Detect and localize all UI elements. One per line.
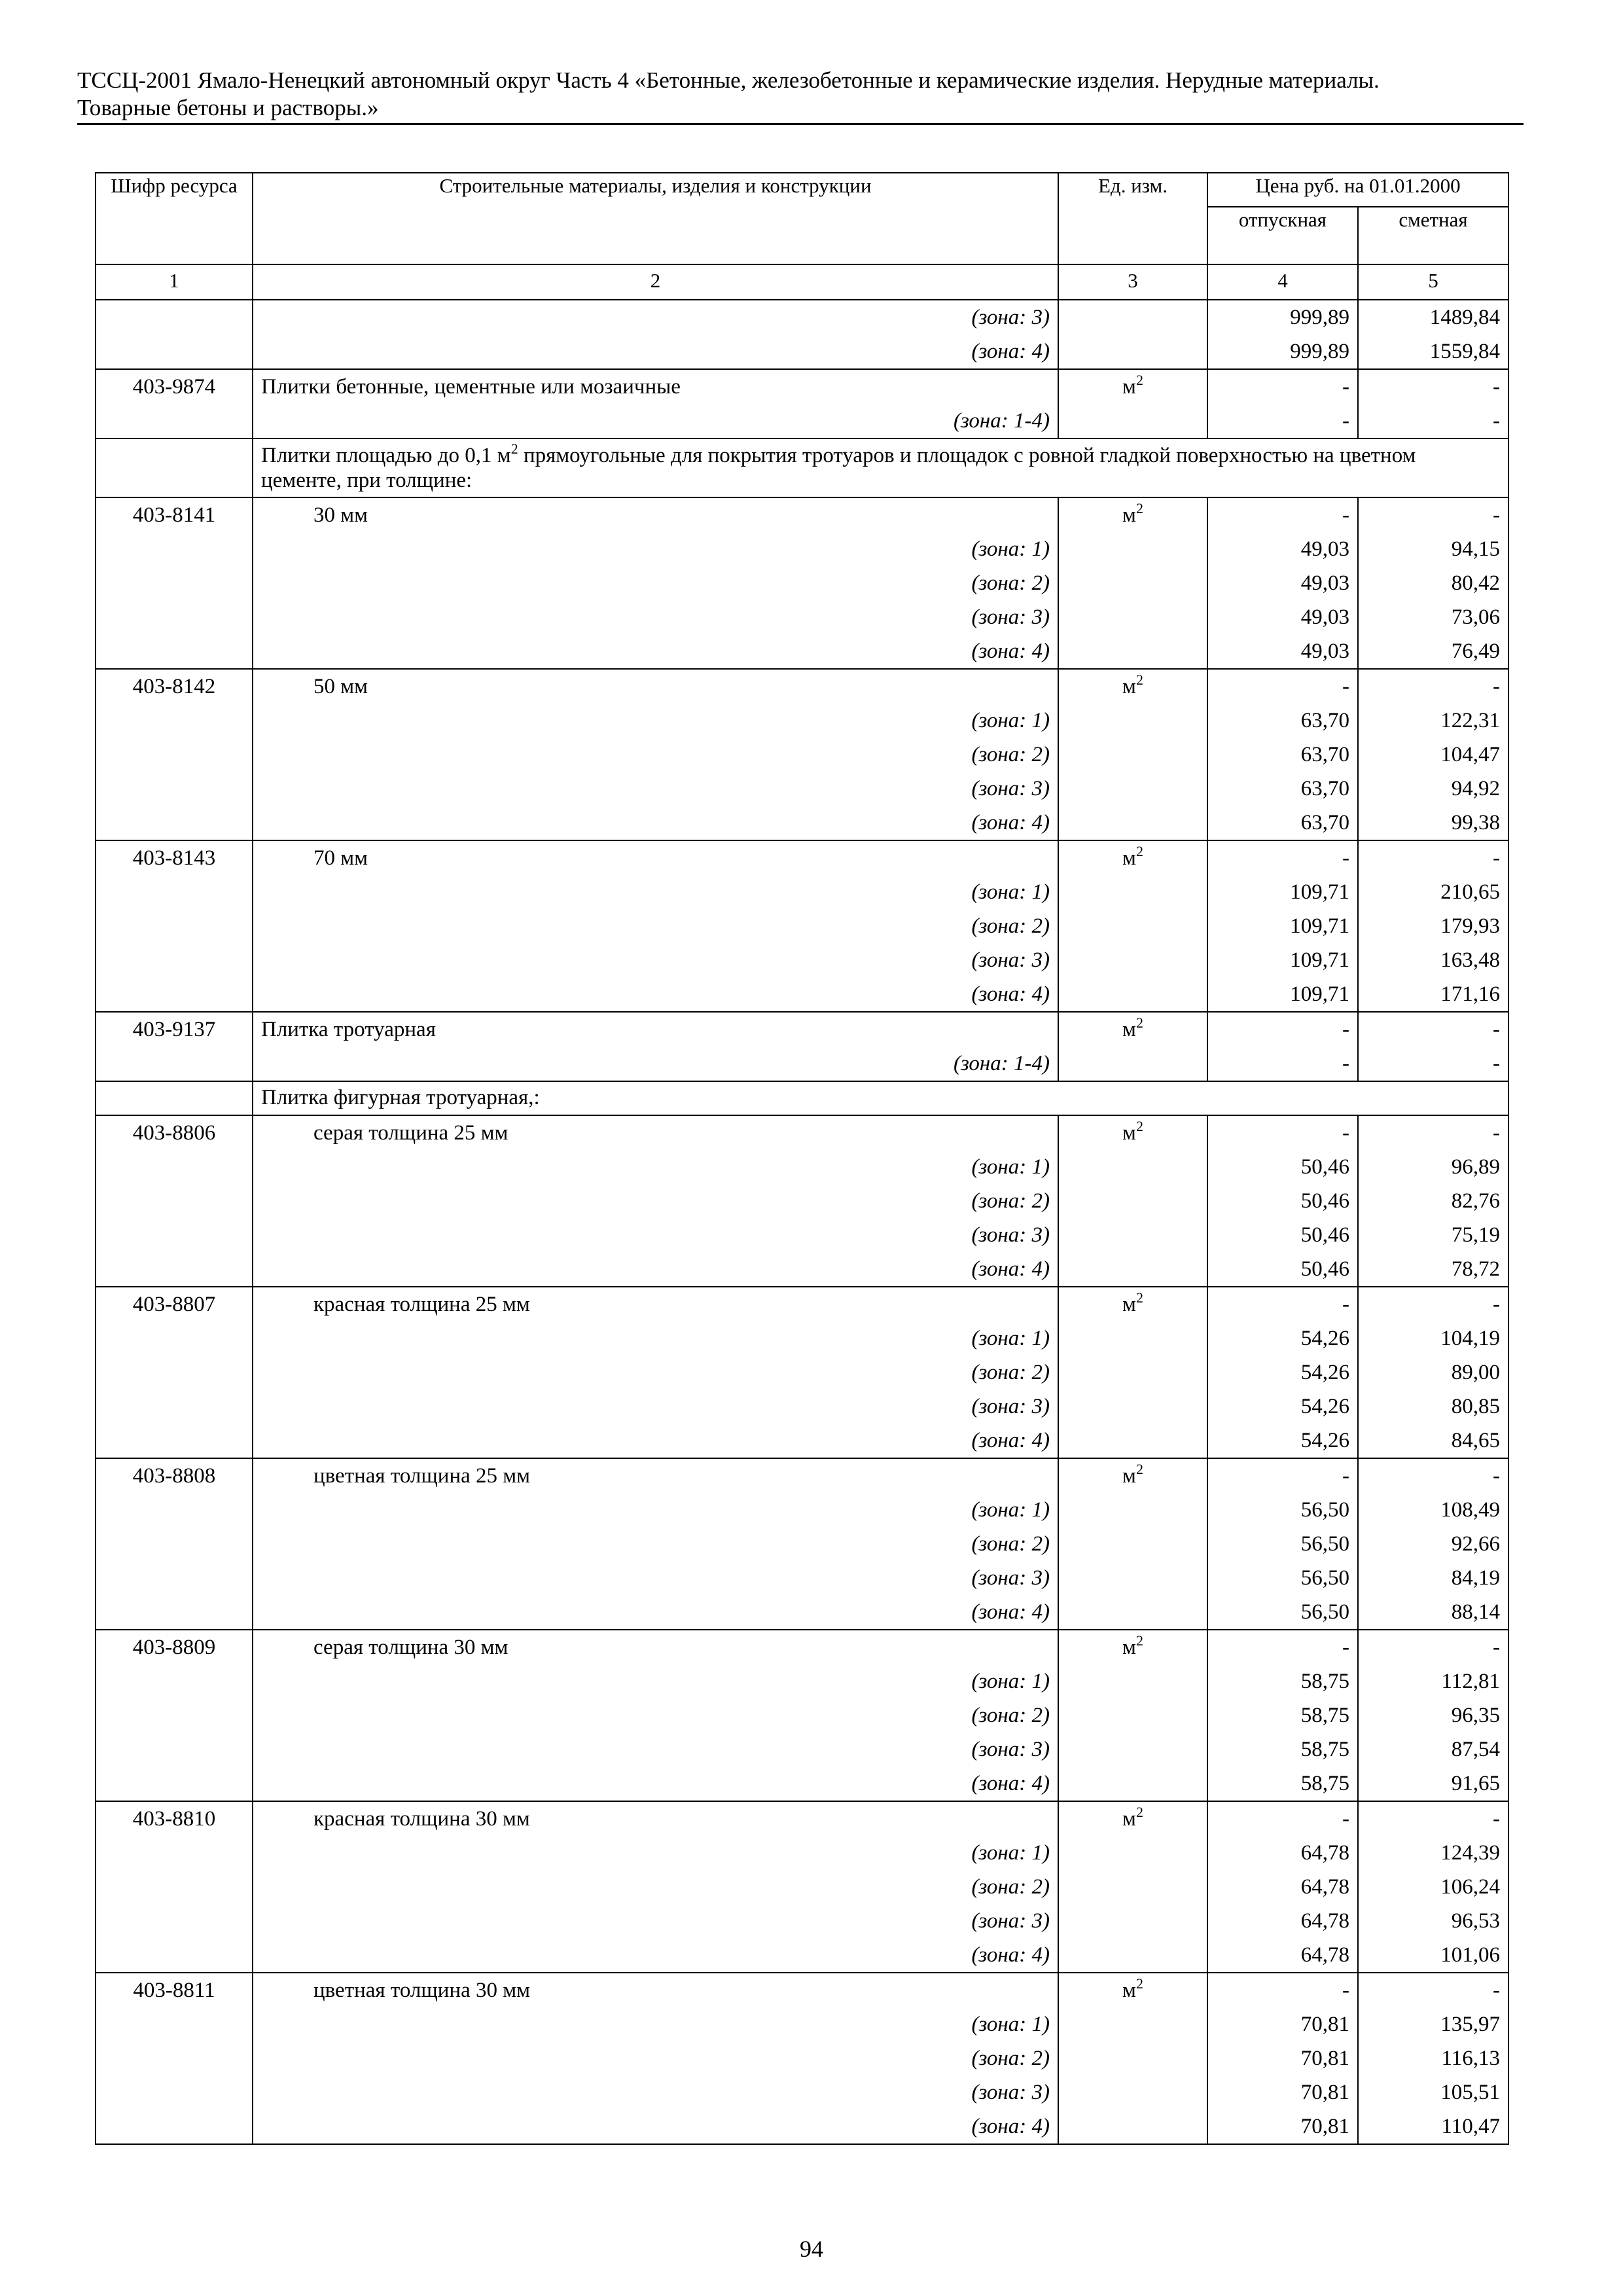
- resource-code: 403-8142: [96, 669, 253, 704]
- estimate-price: 91,65: [1358, 1767, 1508, 1801]
- unit-exponent: 2: [1135, 372, 1143, 388]
- estimate-price: 94,92: [1358, 772, 1508, 806]
- unit-cell: [1058, 369, 1207, 404]
- estimate-price: 105,51: [1358, 2075, 1508, 2109]
- item-name: 30 мм: [253, 497, 1058, 532]
- zone-label: (зона: 4): [253, 1938, 1058, 1973]
- estimate-price: 84,19: [1358, 1561, 1508, 1595]
- header-line-1: ТССЦ-2001 Ямало-Ненецкий автономный округ Часть 4 «Бетонные, железобетонные и керамические изделия. Нерудные материалы.: [77, 67, 1380, 93]
- estimate-price: 108,49: [1358, 1493, 1508, 1527]
- header-rule: [77, 123, 1524, 125]
- zone-label: (зона: 1): [253, 1664, 1058, 1698]
- table-row: [96, 2041, 1508, 2075]
- release-price: 63,70: [1207, 772, 1358, 806]
- release-price: 999,89: [1207, 334, 1358, 369]
- col-code-header: Шифр ресурса: [96, 173, 253, 264]
- table-row: [96, 497, 1508, 532]
- zone-label: (зона: 2): [253, 2041, 1058, 2075]
- zone-label: (зона: 4): [253, 2109, 1058, 2144]
- unit-label: м: [1122, 675, 1136, 698]
- table-row: [96, 1047, 1508, 1081]
- unit-label: м: [1122, 375, 1136, 399]
- estimate-price: 94,15: [1358, 532, 1508, 566]
- zone-label: (зона: 1): [253, 1493, 1058, 1527]
- zone-label: (зона: 2): [253, 738, 1058, 772]
- resource-code: 403-8810: [96, 1801, 253, 1836]
- zone-label: (зона: 4): [253, 977, 1058, 1012]
- release-price: 109,71: [1207, 909, 1358, 943]
- release-price: 56,50: [1207, 1595, 1358, 1630]
- zone-label: (зона: 3): [253, 1561, 1058, 1595]
- unit-exponent: 2: [1135, 1804, 1143, 1820]
- table-row: [96, 1767, 1508, 1801]
- zone-label: (зона: 1-4): [253, 1047, 1058, 1081]
- column-number: 5: [1358, 264, 1508, 300]
- zone-label: (зона: 2): [253, 1527, 1058, 1561]
- unit-cell: [1058, 1458, 1207, 1493]
- estimate-price: 87,54: [1358, 1732, 1508, 1767]
- estimate-price: -: [1358, 1801, 1508, 1836]
- table-row: [96, 369, 1508, 404]
- zone-label: (зона: 2): [253, 566, 1058, 600]
- unit-cell: [1058, 840, 1207, 875]
- estimate-price: -: [1358, 1012, 1508, 1047]
- release-price: 58,75: [1207, 1664, 1358, 1698]
- table-row: [96, 909, 1508, 943]
- unit-cell: [1058, 1287, 1207, 1321]
- zone-label: (зона: 1): [253, 2007, 1058, 2041]
- release-price: 56,50: [1207, 1493, 1358, 1527]
- unit-exponent: 2: [1135, 843, 1143, 859]
- estimate-price: 75,19: [1358, 1218, 1508, 1252]
- estimate-price: -: [1358, 497, 1508, 532]
- resource-code: 403-8811: [96, 1973, 253, 2007]
- release-price: -: [1207, 1630, 1358, 1664]
- table-row: [96, 669, 1508, 704]
- unit-label: м: [1122, 1636, 1136, 1659]
- release-price: 58,75: [1207, 1732, 1358, 1767]
- release-price: -: [1207, 1801, 1358, 1836]
- estimate-price: 96,53: [1358, 1904, 1508, 1938]
- estimate-price: -: [1358, 669, 1508, 704]
- unit-label: м: [1122, 1464, 1136, 1488]
- item-name: 50 мм: [253, 669, 1058, 704]
- table-row: [96, 772, 1508, 806]
- estimate-price: -: [1358, 1047, 1508, 1081]
- table-row: [96, 1664, 1508, 1698]
- estimate-price: 99,38: [1358, 806, 1508, 840]
- table-row: [96, 1698, 1508, 1732]
- table-row: [96, 1390, 1508, 1424]
- estimate-price: 89,00: [1358, 1355, 1508, 1390]
- table-row: [96, 1458, 1508, 1493]
- release-price: 50,46: [1207, 1252, 1358, 1287]
- zone-label: (зона: 3): [253, 2075, 1058, 2109]
- release-price: 109,71: [1207, 875, 1358, 909]
- estimate-price: -: [1358, 1630, 1508, 1664]
- zone-label: (зона: 2): [253, 1698, 1058, 1732]
- table-row: [96, 943, 1508, 977]
- unit-exponent: 2: [1135, 672, 1143, 688]
- estimate-price: 1559,84: [1358, 334, 1508, 369]
- resource-code: 403-8807: [96, 1287, 253, 1321]
- table-row: [96, 1561, 1508, 1595]
- unit-label: м: [1122, 846, 1136, 870]
- unit-cell: [1058, 669, 1207, 704]
- estimate-price: 88,14: [1358, 1595, 1508, 1630]
- item-name: Плитки бетонные, цементные или мозаичные: [253, 369, 1058, 404]
- release-price: 70,81: [1207, 2007, 1358, 2041]
- table-row: [96, 875, 1508, 909]
- release-price: 54,26: [1207, 1355, 1358, 1390]
- estimate-price: 96,89: [1358, 1150, 1508, 1184]
- estimate-price: -: [1358, 1973, 1508, 2007]
- estimate-price: -: [1358, 1287, 1508, 1321]
- zone-label: (зона: 1): [253, 1836, 1058, 1870]
- table-row: [96, 532, 1508, 566]
- zone-label: (зона: 4): [253, 1252, 1058, 1287]
- zone-label: (зона: 1-4): [253, 404, 1058, 439]
- zone-label: (зона: 2): [253, 1355, 1058, 1390]
- resource-code: 403-8143: [96, 840, 253, 875]
- release-price: -: [1207, 1287, 1358, 1321]
- unit-label: м: [1122, 1121, 1136, 1145]
- unit-label: м: [1122, 1979, 1136, 2002]
- unit-exponent: 2: [1135, 1118, 1143, 1134]
- table-row: [96, 840, 1508, 875]
- estimate-price: 84,65: [1358, 1424, 1508, 1458]
- zone-label: (зона: 3): [253, 600, 1058, 634]
- page-header: [77, 67, 1524, 122]
- release-price: 109,71: [1207, 977, 1358, 1012]
- resource-code: 403-8141: [96, 497, 253, 532]
- release-price: 63,70: [1207, 704, 1358, 738]
- release-price: 63,70: [1207, 806, 1358, 840]
- unit-cell: [1058, 1012, 1207, 1047]
- estimate-price: 80,85: [1358, 1390, 1508, 1424]
- table-row: [96, 1424, 1508, 1458]
- zone-label: (зона: 1): [253, 1321, 1058, 1355]
- table-row: [96, 2075, 1508, 2109]
- table-row: [96, 738, 1508, 772]
- zone-label: (зона: 4): [253, 334, 1058, 369]
- estimate-price: 1489,84: [1358, 300, 1508, 334]
- table-row: [96, 1732, 1508, 1767]
- table-row: [96, 1836, 1508, 1870]
- release-price: 64,78: [1207, 1870, 1358, 1904]
- table-row: [96, 300, 1508, 334]
- column-number: 1: [96, 264, 253, 300]
- section-heading-row: [96, 1081, 1508, 1115]
- release-price: -: [1207, 840, 1358, 875]
- unit-label: м: [1122, 503, 1136, 527]
- table-row: [96, 1870, 1508, 1904]
- release-price: -: [1207, 369, 1358, 404]
- zone-label: (зона: 1): [253, 1150, 1058, 1184]
- zone-label: (зона: 4): [253, 1595, 1058, 1630]
- section-heading: Плитки площадью до 0,1 $м^2$ прямоугольные для покрытия тротуаров и площадок с ровной гладкой поверхностью на цветном цементе, при толщине:: [253, 439, 1508, 497]
- column-number: 2: [253, 264, 1058, 300]
- release-price: 49,03: [1207, 634, 1358, 669]
- zone-label: (зона: 2): [253, 909, 1058, 943]
- release-price: 64,78: [1207, 1836, 1358, 1870]
- estimate-price: 179,93: [1358, 909, 1508, 943]
- release-price: 64,78: [1207, 1938, 1358, 1973]
- release-price: 64,78: [1207, 1904, 1358, 1938]
- column-number: 4: [1207, 264, 1358, 300]
- zone-label: (зона: 2): [253, 1870, 1058, 1904]
- item-name: Плитка тротуарная: [253, 1012, 1058, 1047]
- item-name: 70 мм: [253, 840, 1058, 875]
- table-row: [96, 1973, 1508, 2007]
- item-name: серая толщина 25 мм: [253, 1115, 1058, 1150]
- estimate-price: 104,19: [1358, 1321, 1508, 1355]
- table-row: [96, 1218, 1508, 1252]
- table-row: [96, 1630, 1508, 1664]
- release-price: 999,89: [1207, 300, 1358, 334]
- col-name-header: Строительные материалы, изделия и конструкции: [253, 173, 1058, 264]
- estimate-price: 122,31: [1358, 704, 1508, 738]
- release-price: 49,03: [1207, 600, 1358, 634]
- unit-cell: [1058, 497, 1207, 532]
- estimate-price: -: [1358, 1115, 1508, 1150]
- release-price: 63,70: [1207, 738, 1358, 772]
- unit-cell: [1058, 1115, 1207, 1150]
- release-price: 56,50: [1207, 1561, 1358, 1595]
- estimate-price: 110,47: [1358, 2109, 1508, 2144]
- release-price: -: [1207, 669, 1358, 704]
- item-name: красная толщина 25 мм: [253, 1287, 1058, 1321]
- table-row: [96, 334, 1508, 369]
- table-row: [96, 1904, 1508, 1938]
- table-row: [96, 1595, 1508, 1630]
- table-row: [96, 1493, 1508, 1527]
- table-row: [96, 1287, 1508, 1321]
- table-row: [96, 1938, 1508, 1973]
- release-price: 70,81: [1207, 2075, 1358, 2109]
- estimate-price: 106,24: [1358, 1870, 1508, 1904]
- table-row: [96, 1184, 1508, 1218]
- unit-exponent: 2: [1135, 1975, 1143, 1992]
- zone-label: (зона: 3): [253, 1218, 1058, 1252]
- unit-cell: [1058, 1973, 1207, 2007]
- unit-exponent: 2: [1135, 1289, 1143, 1306]
- release-price: 70,81: [1207, 2109, 1358, 2144]
- table-row: [96, 1355, 1508, 1390]
- release-price: -: [1207, 1012, 1358, 1047]
- zone-label: (зона: 3): [253, 1904, 1058, 1938]
- release-price: 58,75: [1207, 1698, 1358, 1732]
- release-price: 49,03: [1207, 532, 1358, 566]
- header-line-2: Товарные бетоны и растворы.»: [77, 95, 379, 120]
- col-estimate-header: сметная: [1358, 207, 1508, 264]
- resource-code: 403-8809: [96, 1630, 253, 1664]
- estimate-price: 171,16: [1358, 977, 1508, 1012]
- zone-label: (зона: 4): [253, 1424, 1058, 1458]
- release-price: 50,46: [1207, 1150, 1358, 1184]
- zone-label: (зона: 1): [253, 875, 1058, 909]
- unit-label: м: [1122, 1807, 1136, 1831]
- unit-exponent: 2: [1135, 1014, 1143, 1031]
- estimate-price: 116,13: [1358, 2041, 1508, 2075]
- table-row: [96, 2109, 1508, 2144]
- item-name: цветная толщина 30 мм: [253, 1973, 1058, 2007]
- estimate-price: -: [1358, 1458, 1508, 1493]
- estimate-price: -: [1358, 369, 1508, 404]
- estimate-price: -: [1358, 840, 1508, 875]
- release-price: 49,03: [1207, 566, 1358, 600]
- zone-label: (зона: 2): [253, 1184, 1058, 1218]
- estimate-price: 210,65: [1358, 875, 1508, 909]
- table-row: [96, 634, 1508, 669]
- table-row: [96, 1801, 1508, 1836]
- estimate-price: 101,06: [1358, 1938, 1508, 1973]
- col-price-header: Цена руб. на 01.01.2000: [1207, 173, 1508, 207]
- estimate-price: 104,47: [1358, 738, 1508, 772]
- estimate-price: 135,97: [1358, 2007, 1508, 2041]
- zone-label: (зона: 3): [253, 943, 1058, 977]
- release-price: -: [1207, 1047, 1358, 1081]
- resource-code: 403-9874: [96, 369, 253, 404]
- unit-cell: [1058, 1630, 1207, 1664]
- unit-exponent: 2: [1135, 1632, 1143, 1649]
- estimate-price: 92,66: [1358, 1527, 1508, 1561]
- table-row: [96, 977, 1508, 1012]
- table-row: [96, 1150, 1508, 1184]
- zone-label: (зона: 4): [253, 634, 1058, 669]
- estimate-price: 163,48: [1358, 943, 1508, 977]
- release-price: 50,46: [1207, 1184, 1358, 1218]
- release-price: 54,26: [1207, 1424, 1358, 1458]
- estimate-price: 80,42: [1358, 566, 1508, 600]
- unit-exponent: 2: [1135, 500, 1143, 516]
- estimate-price: 96,35: [1358, 1698, 1508, 1732]
- table-body: [96, 300, 1508, 2144]
- price-table: [95, 172, 1509, 2145]
- estimate-price: 76,49: [1358, 634, 1508, 669]
- table-row: [96, 806, 1508, 840]
- table-row: [96, 1252, 1508, 1287]
- zone-label: (зона: 1): [253, 704, 1058, 738]
- release-price: 58,75: [1207, 1767, 1358, 1801]
- zone-label: (зона: 3): [253, 300, 1058, 334]
- zone-label: (зона: 3): [253, 1732, 1058, 1767]
- table-head: [96, 173, 1508, 300]
- col-unit-header: Ед. изм.: [1058, 173, 1207, 264]
- table-row: [96, 2007, 1508, 2041]
- resource-code: 403-8806: [96, 1115, 253, 1150]
- page-number: 94: [800, 2236, 823, 2262]
- zone-label: (зона: 4): [253, 1767, 1058, 1801]
- table-row: [96, 1115, 1508, 1150]
- estimate-price: 78,72: [1358, 1252, 1508, 1287]
- table-row: [96, 1527, 1508, 1561]
- release-price: -: [1207, 1458, 1358, 1493]
- unit-label: м: [1122, 1018, 1136, 1041]
- resource-code: 403-8808: [96, 1458, 253, 1493]
- item-name: красная толщина 30 мм: [253, 1801, 1058, 1836]
- release-price: 56,50: [1207, 1527, 1358, 1561]
- table-row: [96, 600, 1508, 634]
- table-row: [96, 404, 1508, 439]
- section-heading: Плитка фигурная тротуарная,:: [253, 1081, 1508, 1115]
- zone-label: (зона: 4): [253, 806, 1058, 840]
- table-row: [96, 1012, 1508, 1047]
- unit-label: м: [1122, 1293, 1136, 1316]
- unit-cell: [1058, 1801, 1207, 1836]
- table-row: [96, 566, 1508, 600]
- zone-label: (зона: 1): [253, 532, 1058, 566]
- release-price: -: [1207, 497, 1358, 532]
- release-price: 109,71: [1207, 943, 1358, 977]
- resource-code: 403-9137: [96, 1012, 253, 1047]
- section-heading-row: [96, 439, 1508, 497]
- release-price: 54,26: [1207, 1390, 1358, 1424]
- zone-label: (зона: 3): [253, 772, 1058, 806]
- col-release-header: отпускная: [1207, 207, 1358, 264]
- item-name: цветная толщина 25 мм: [253, 1458, 1058, 1493]
- release-price: 54,26: [1207, 1321, 1358, 1355]
- table-row: [96, 1321, 1508, 1355]
- column-numbers-row: [96, 264, 1508, 300]
- item-name: серая толщина 30 мм: [253, 1630, 1058, 1664]
- release-price: 70,81: [1207, 2041, 1358, 2075]
- estimate-price: 112,81: [1358, 1664, 1508, 1698]
- release-price: -: [1207, 1115, 1358, 1150]
- estimate-price: 124,39: [1358, 1836, 1508, 1870]
- release-price: 50,46: [1207, 1218, 1358, 1252]
- column-number: 3: [1058, 264, 1207, 300]
- release-price: -: [1207, 1973, 1358, 2007]
- unit-exponent: 2: [1135, 1461, 1143, 1477]
- zone-label: (зона: 3): [253, 1390, 1058, 1424]
- estimate-price: 82,76: [1358, 1184, 1508, 1218]
- estimate-price: 73,06: [1358, 600, 1508, 634]
- estimate-price: -: [1358, 404, 1508, 439]
- table-row: [96, 704, 1508, 738]
- release-price: -: [1207, 404, 1358, 439]
